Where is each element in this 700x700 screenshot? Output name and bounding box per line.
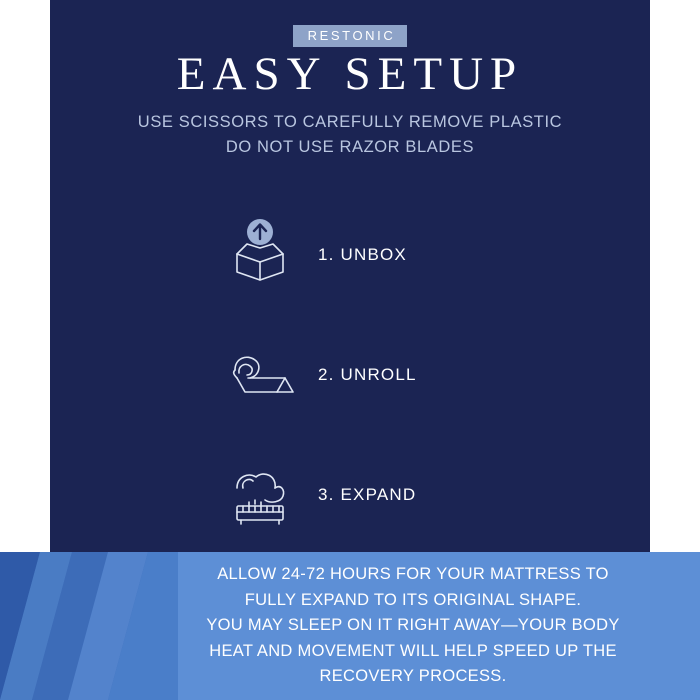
brand-container: [50, 25, 650, 47]
footer-band-stripes: [0, 552, 178, 700]
step-label-unbox: 1. UNBOX: [318, 245, 407, 264]
footer-line-4: HEAT AND MOVEMENT WILL HELP SPEED UP THE: [209, 641, 617, 660]
open-box-with-up-arrow-icon: [212, 207, 308, 303]
subtitle-line-1: USE SCISSORS TO CAREFULLY REMOVE PLASTIC: [137, 113, 563, 131]
brand-logo: RESTONIC: [293, 25, 408, 47]
steps-list: [50, 195, 650, 555]
page-subtitle: [50, 110, 650, 160]
subtitle-line-2: DO NOT USE RAZOR BLADES: [225, 137, 475, 156]
footer-line-5: RECOVERY PROCESS.: [319, 667, 507, 686]
step-label-expand: 3. EXPAND: [318, 485, 417, 504]
footer-line-3: YOU MAY SLEEP ON IT RIGHT AWAY—YOUR BODY: [206, 616, 620, 635]
expanding-mattress-icon: [212, 447, 308, 543]
footer-line-1: ALLOW 24-72 HOURS FOR YOUR MATTRESS TO: [217, 565, 609, 584]
footer-text: [178, 552, 648, 700]
step-label-unroll: 2. UNROLL: [318, 365, 417, 384]
step-item-unbox: [50, 195, 650, 315]
rolled-mattress-icon: [212, 327, 308, 423]
footer-line-2: FULLY EXPAND TO ITS ORIGINAL SHAPE.: [244, 590, 582, 609]
footer-band: [0, 552, 700, 700]
page-title: EASY SETUP: [176, 48, 524, 100]
step-item-unroll: [50, 315, 650, 435]
step-item-expand: [50, 435, 650, 555]
